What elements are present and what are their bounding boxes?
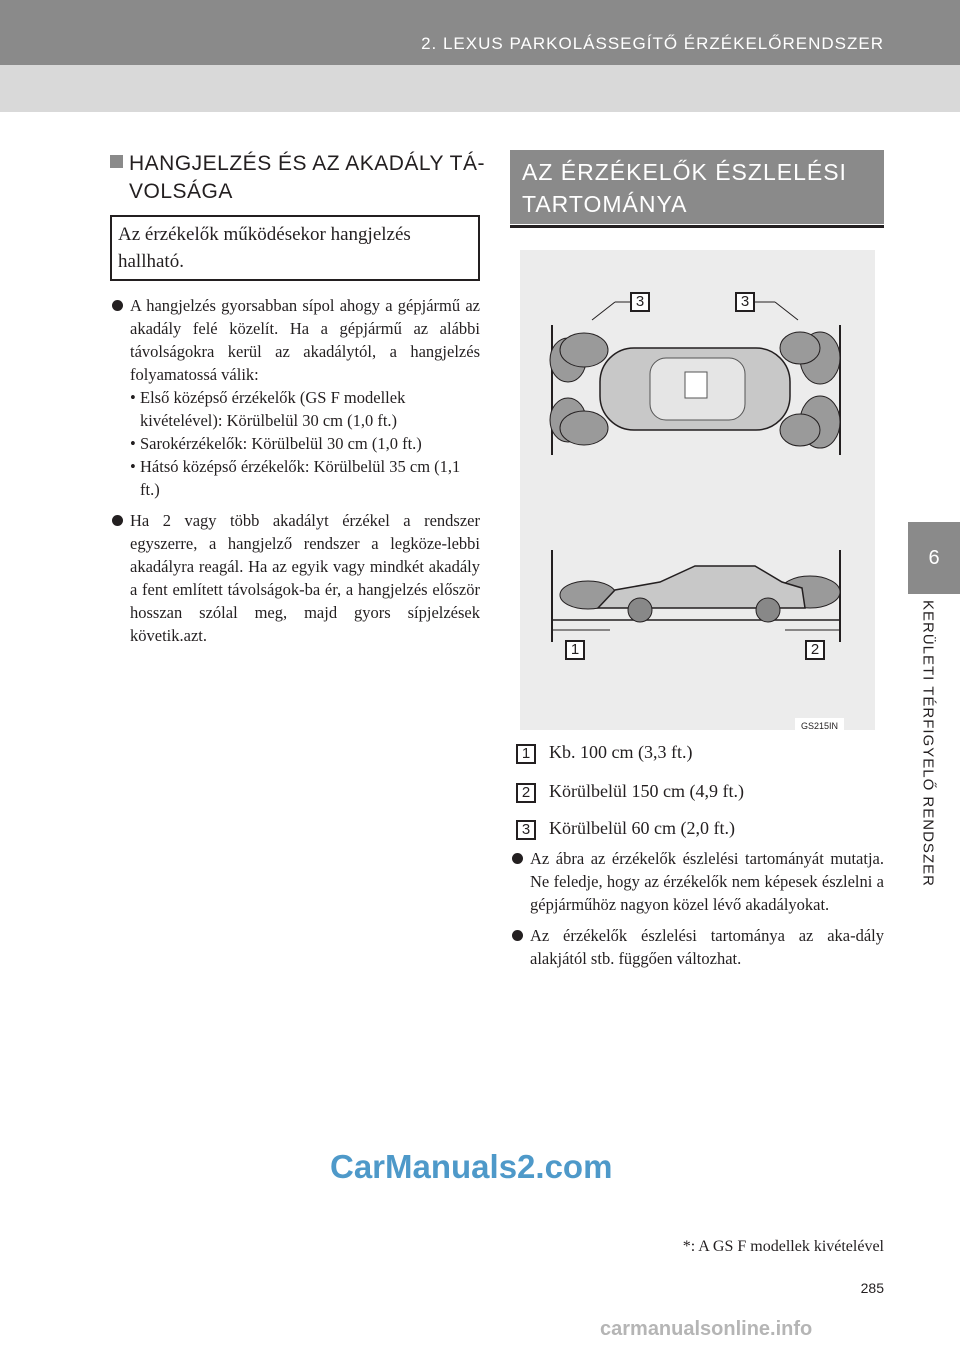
legend-text: Körülbelül 150 cm (4,9 ft.) <box>549 781 744 801</box>
header-band-light <box>0 65 960 112</box>
sensor-range-diagram <box>520 250 875 730</box>
callout-3-front: 3 <box>630 292 650 312</box>
sub-item: • Első középső érzékelők (GS F modellek kivételével): Körülbelül 30 cm (1,0 ft.) <box>110 386 480 432</box>
chapter-tab: 6 <box>908 522 960 594</box>
watermark-2: carmanualsonline.info <box>600 1318 813 1340</box>
callout-2: 2 <box>805 640 825 660</box>
diagram-caption: GS215IN <box>795 718 844 734</box>
sub-item: • Hátsó középső érzékelők: Körülbelül 35 cm (1,1 ft.) <box>110 455 480 501</box>
right-body <box>510 847 884 970</box>
legend-number: 3 <box>516 820 536 840</box>
info-box: Az érzékelők működésekor hangjelzés hallható. <box>110 215 480 281</box>
section-heading-range <box>510 150 884 224</box>
legend-number: 2 <box>516 783 536 803</box>
sub-item: • Sarokérzékelők: Körülbelül 30 cm (1,0 ft.) <box>110 432 480 455</box>
page-number: 285 <box>860 1280 884 1296</box>
bullet-item: A hangjelzés gyorsabban sípol ahogy a gépjármű az akadály felé közelít. Ha a gépjármű az alábbi távolságokra kerül az akadálytól, a hangjelzés folyamatossá válik: <box>110 294 480 386</box>
heading-line-1: HANGJELZÉS ÉS AZ AKADÁLY TÁ- <box>129 152 485 175</box>
bullet-item: Ha 2 vagy több akadályt érzékel a rendszer egyszerre, a hangjelző rendszer a legköze-lebbi akadályra reagál. Ha az egyik vagy mindkét akadály a fent említett távolságok-ba ér, a hangjelzés először hosszan szólal meg, majd gyors sípjelzések követik.azt. <box>110 509 480 647</box>
heading-line-1: AZ ÉRZÉKELŐK ÉSZLELÉSI <box>522 159 847 185</box>
legend-number: 1 <box>516 744 536 764</box>
callout-1: 1 <box>565 640 585 660</box>
page-header-title: 2. LEXUS PARKOLÁSSEGÍTŐ ÉRZÉKELŐRENDSZER <box>421 34 884 53</box>
legend-text: Kb. 100 cm (3,3 ft.) <box>549 742 693 762</box>
header-band <box>0 0 960 65</box>
callout-3-rear: 3 <box>735 292 755 312</box>
watermark: CarManuals2.com <box>330 1148 613 1185</box>
divider <box>510 225 884 228</box>
footnote: *: A GS F modellek kivételével <box>682 1238 884 1255</box>
bullet-item: Az érzékelők észlelési tartománya az aka-dály alakjától stb. függően változhat. <box>510 924 884 970</box>
square-bullet-icon <box>110 155 123 168</box>
legend-text: Körülbelül 60 cm (2,0 ft.) <box>549 818 735 838</box>
section-heading-signal <box>110 150 490 206</box>
chapter-label: KERÜLETI TÉRFIGYELŐ RENDSZER <box>919 600 937 887</box>
heading-line-2: VOLSÁGA <box>129 180 233 203</box>
bullet-item: Az ábra az érzékelők észlelési tartományát mutatja. Ne feledje, hogy az érzékelők nem képesek észlelni a gépjárműhöz nagyon közel lévő akadályokat. <box>510 847 884 916</box>
left-body <box>110 294 480 647</box>
heading-line-2: TARTOMÁNYA <box>522 191 688 217</box>
